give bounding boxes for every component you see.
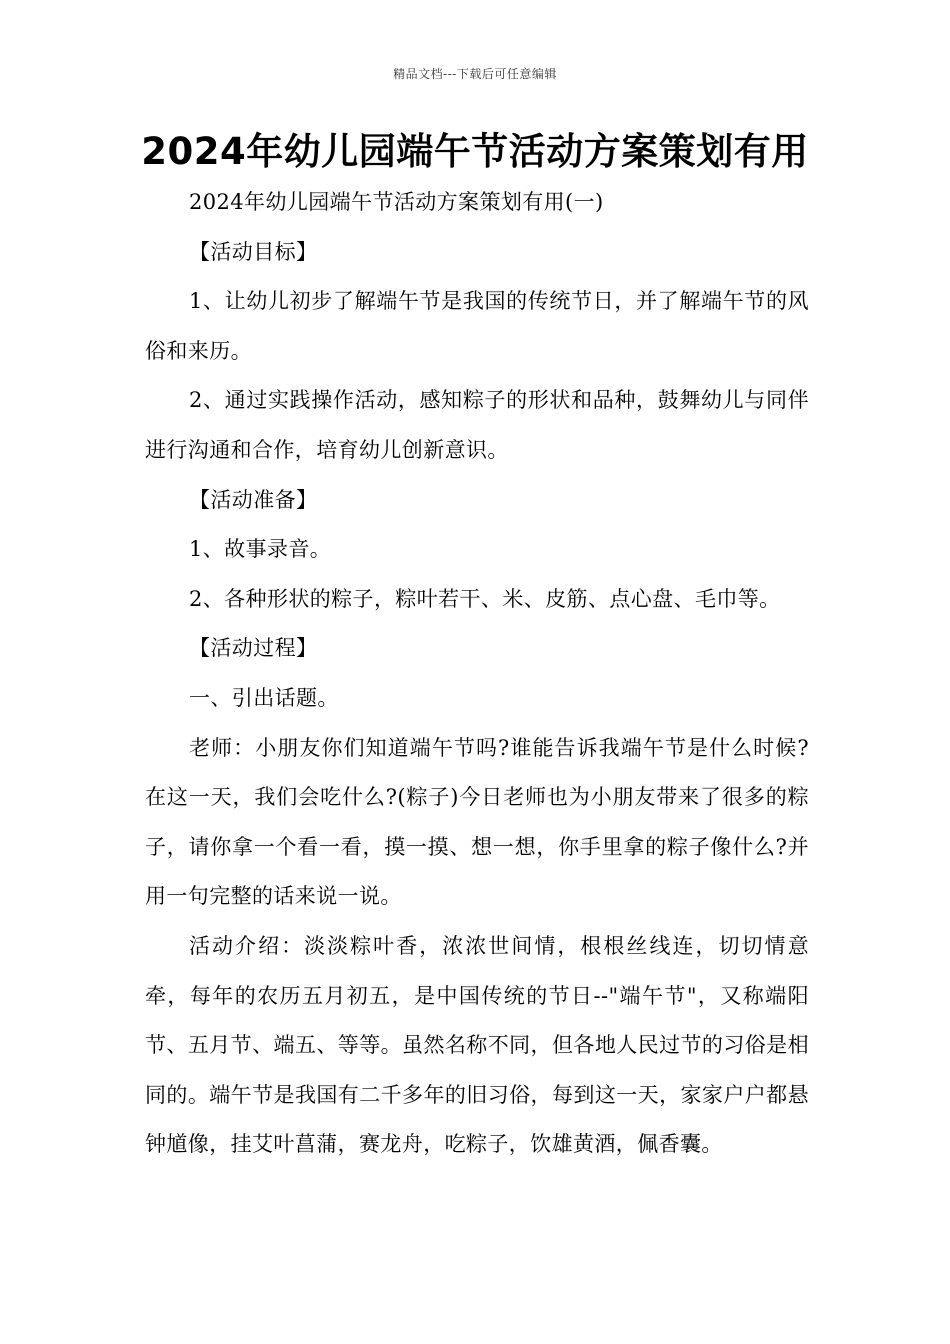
subtitle-paragraph: 2024年幼儿园端午节活动方案策划有用(一) (189, 190, 604, 214)
document-body (145, 178, 809, 1170)
paragraph: 老师：小朋友你们知道端午节吗?谁能告诉我端午节是什么时候?在这一天，我们会吃什么?(粽子)今日老师也为小朋友带来了很多的粽子，请你拿一个看一看，摸一摸、想一想，你手里拿的粽子像什么?并用一句完整的话来说一说。 (145, 735, 809, 909)
paragraph: 1、让幼儿初步了解端午节是我国的传统节日，并了解端午节的风俗和来历。 (145, 289, 809, 363)
paragraph: 2、通过实践操作活动，感知粽子的形状和品种，鼓舞幼儿与同伴进行沟通和合作，培育幼儿创新意识。 (145, 388, 809, 462)
paragraph: 活动介绍：淡淡粽叶香，浓浓世间情，根根丝线连，切切情意牵，每年的农历五月初五，是中国传统的节日--"端午节"，又称端阳节、五月节、端五、等等。虽然名称不同，但各地人民过节的习俗是相同的。端午节是我国有二千多年的旧习俗，每到这一天，家家户户都悬钟馗像，挂艾叶菖蒲，赛龙舟，吃粽子，饮雄黄酒，佩香囊。 (145, 933, 809, 1157)
section-heading-goals: 【活动目标】 (189, 239, 318, 264)
paragraph: 一、引出话题。 (189, 685, 339, 710)
paragraph: 1、故事录音。 (189, 537, 332, 562)
page-title: 2024年幼儿园端午节活动方案策划有用 (141, 130, 809, 173)
paragraph: 2、各种形状的粽子，粽叶若干、米、皮筋、点心盘、毛巾等。 (189, 586, 781, 611)
section-heading-process: 【活动过程】 (189, 636, 318, 661)
header-watermark: 精品文档---下载后可任意编辑 (393, 67, 557, 81)
section-heading-preparation: 【活动准备】 (189, 487, 318, 512)
